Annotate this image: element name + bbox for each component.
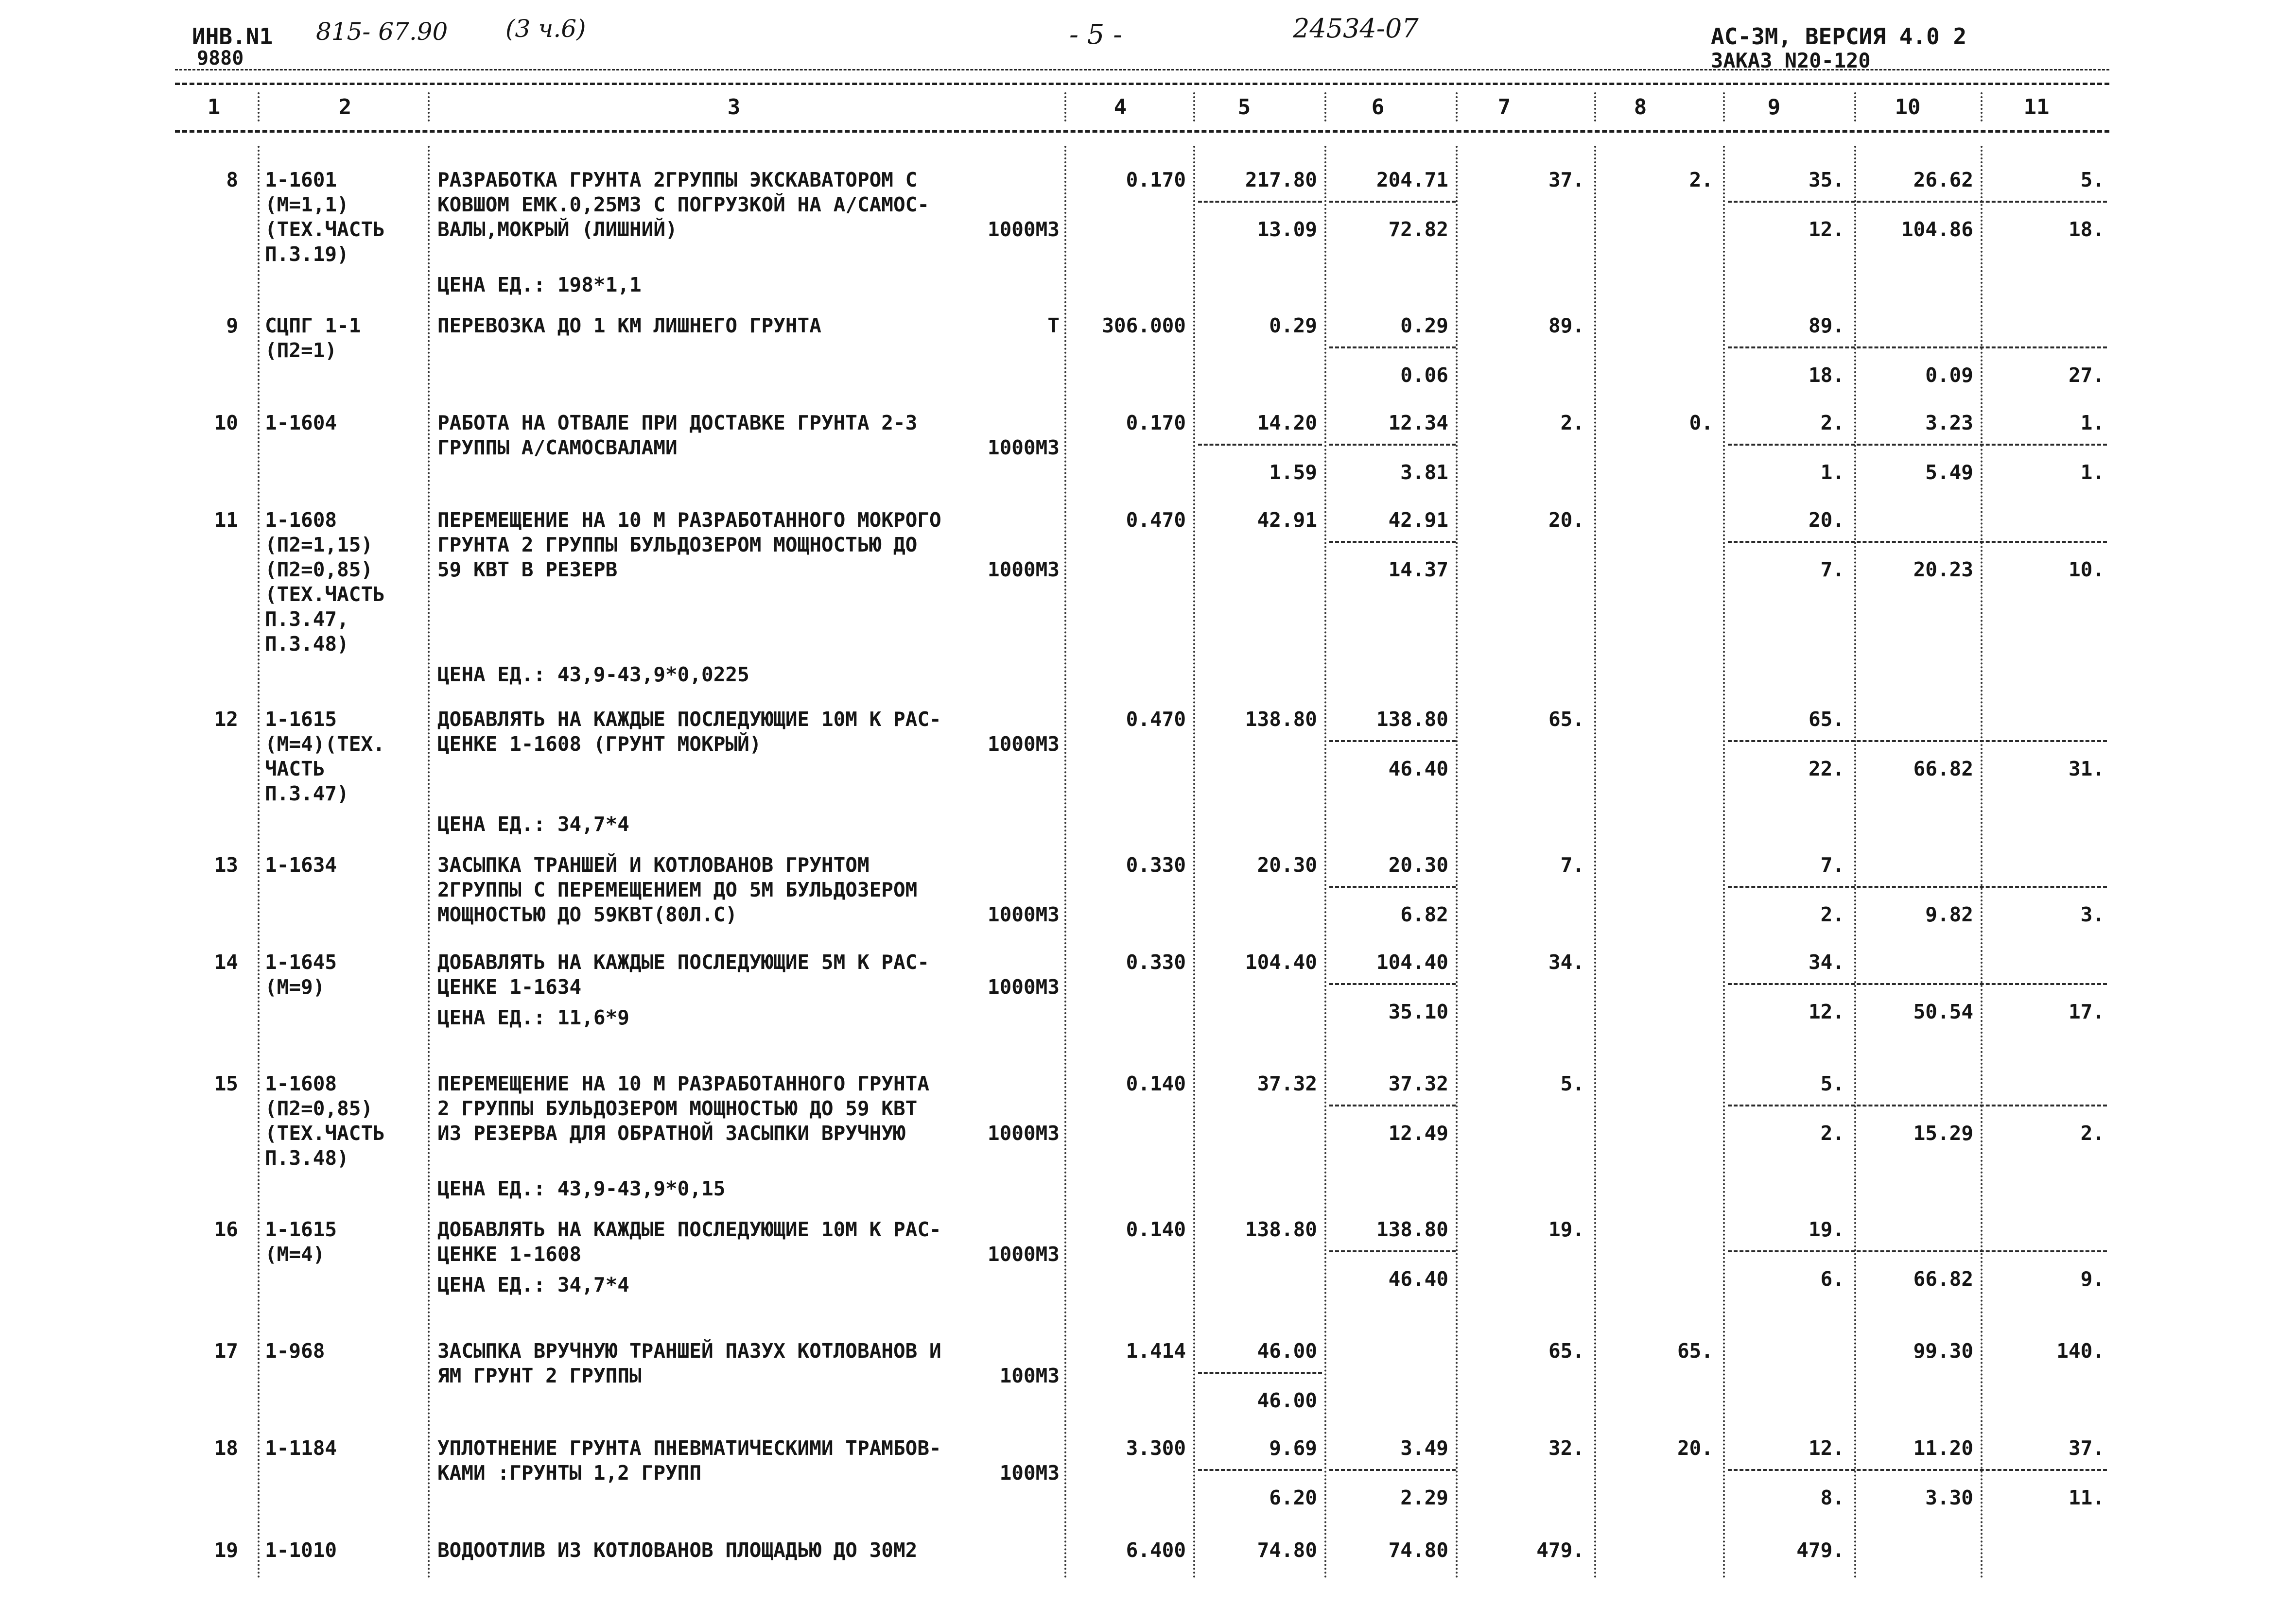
value-qty: 0.330 [1126,950,1186,974]
row-number: 12 [214,708,238,731]
value-c7: 5. [1560,1072,1584,1095]
column-number: 4 [1113,95,1127,120]
unit-of-measure: 100М3 [999,1461,1060,1485]
row-number: 10 [214,411,238,434]
value-c5b: 6.20 [1269,1486,1317,1509]
cell-divider [1198,444,1322,446]
value-c9: 479. [1796,1538,1844,1562]
value-c10b: 50.54 [1913,1000,1973,1023]
rate-code: 1-1615 [265,708,337,731]
row-number: 17 [214,1339,238,1363]
unit-price-note: ЦЕНА ЕД.: 34,7*4 [437,812,629,836]
column-number: 5 [1237,95,1251,120]
unit-price-note: ЦЕНА ЕД.: 43,9-43,9*0,15 [437,1177,726,1200]
work-description: ЦЕНКЕ 1-1608 [437,1243,582,1266]
value-c5: 217.80 [1245,168,1317,191]
value-c5b: 13.09 [1257,218,1317,241]
value-c9b: 8. [1820,1486,1844,1509]
value-c9: 34. [1808,950,1844,974]
unit-of-measure: 1000М3 [987,1122,1060,1145]
value-c9b: 18. [1808,363,1844,387]
cell-divider [1329,740,1456,742]
work-description: ПЕРЕМЕЩЕНИЕ НА 10 М РАЗРАБОТАННОГО ГРУНТА [437,1072,930,1095]
column-separator [1456,92,1458,121]
work-description: 2 ГРУППЫ БУЛЬДОЗЕРОМ МОЩНОСТЬЮ ДО 59 КВТ [437,1097,918,1120]
value-c10b: 66.82 [1913,1267,1973,1291]
value-c11: 1. [2080,411,2105,434]
header-rule-top [175,83,2109,85]
value-c10: 3.23 [1925,411,1973,434]
cell-divider [1728,444,2107,446]
value-c6: 138.80 [1376,1218,1448,1241]
value-c9b: 1. [1820,461,1844,484]
column-separator [1594,146,1596,1579]
value-c11b: 9. [2080,1267,2105,1291]
cell-divider [1329,444,1456,446]
column-separator [1456,146,1458,1579]
cell-divider [1329,1469,1456,1471]
value-c11: 5. [2080,168,2105,191]
work-description: РАЗРАБОТКА ГРУНТА 2ГРУППЫ ЭКСКАВАТОРОМ С [437,168,918,191]
rate-code: (ТЕХ.ЧАСТЬ [265,583,385,606]
value-c11b: 11. [2068,1486,2105,1509]
value-qty: 3.300 [1126,1436,1186,1460]
value-c9b: 7. [1820,558,1844,581]
work-description: ЦЕНКЕ 1-1608 (ГРУНТ МОКРЫЙ) [437,732,762,756]
cell-divider [1329,1250,1456,1252]
work-description: ВАЛЫ,МОКРЫЙ (ЛИШНИЙ) [437,218,678,241]
value-c5: 74.80 [1257,1538,1317,1562]
work-description: ДОБАВЛЯТЬ НА КАЖДЫЕ ПОСЛЕДУЮЩИЕ 10М К РАС- [437,708,941,731]
value-c9b: 2. [1820,903,1844,926]
value-c11b: 27. [2068,363,2105,387]
unit-of-measure: 1000М3 [987,558,1060,581]
column-separator [1981,92,1983,121]
document-part: (3 ч.6) [505,15,586,43]
cell-divider [1728,983,2107,985]
value-c10b: 0.09 [1925,363,1973,387]
rate-code: П.3.47, [265,607,349,631]
value-c5: 0.29 [1269,314,1317,337]
value-c9: 89. [1808,314,1844,337]
column-number: 6 [1371,95,1385,120]
column-separator [1854,92,1856,121]
column-separator [428,92,430,121]
column-number: 1 [207,95,221,120]
value-c6b: 72.82 [1388,218,1448,241]
value-c7: 34. [1548,950,1584,974]
value-c6: 37.32 [1388,1072,1448,1095]
rate-code: (М=1,1) [265,193,349,216]
column-number: 3 [727,95,741,120]
value-qty: 0.170 [1126,168,1186,191]
cell-divider [1728,1469,2107,1471]
column-separator [1193,92,1195,121]
column-number: 11 [2023,95,2050,120]
row-number: 13 [214,853,238,877]
value-c11b: 18. [2068,218,2105,241]
column-separator [1594,92,1596,121]
cell-divider [1329,541,1456,543]
value-c7: 37. [1548,168,1584,191]
value-c7: 65. [1548,1339,1584,1363]
handwritten-code: 24534-07 [1293,13,1419,44]
rate-code: 1-968 [265,1339,325,1363]
rate-code: (М=4)(ТЕХ. [265,732,385,756]
value-c9: 20. [1808,508,1844,532]
value-c6b: 6.82 [1400,903,1448,926]
rate-code: П.3.48) [265,1146,349,1170]
cell-divider [1728,1105,2107,1106]
value-c5: 46.00 [1257,1339,1317,1363]
value-c10b: 9.82 [1925,903,1973,926]
column-separator [428,146,430,1579]
value-c9: 12. [1808,1436,1844,1460]
column-separator [258,146,260,1579]
row-number: 18 [214,1436,238,1460]
rate-code: (М=4) [265,1243,325,1266]
program-version: АС-3М, ВЕРСИЯ 4.0 2 [1711,23,1967,50]
work-description: МОЩНОСТЬЮ ДО 59КВТ(80Л.С) [437,903,738,926]
value-c5: 14.20 [1257,411,1317,434]
rate-code: 1-1010 [265,1538,337,1562]
rate-code: 1-1615 [265,1218,337,1241]
cell-divider [1728,201,2107,203]
value-c6: 104.40 [1376,950,1448,974]
column-separator [258,92,260,121]
cell-divider [1728,346,2107,348]
column-separator [1981,146,1983,1579]
value-c9: 19. [1808,1218,1844,1241]
value-c9b: 6. [1820,1267,1844,1291]
work-description: ПЕРЕВОЗКА ДО 1 КМ ЛИШНЕГО ГРУНТА [437,314,821,337]
cell-divider [1329,886,1456,888]
value-c6: 12.34 [1388,411,1448,434]
value-c8: 20. [1677,1436,1713,1460]
value-c7: 32. [1548,1436,1584,1460]
value-qty: 0.470 [1126,508,1186,532]
value-c9b: 2. [1820,1122,1844,1145]
column-number: 2 [338,95,352,120]
work-description: ДОБАВЛЯТЬ НА КАЖДЫЕ ПОСЛЕДУЮЩИЕ 10М К РАС- [437,1218,941,1241]
rate-code: 1-1645 [265,950,337,974]
value-c11b: 1. [2080,461,2105,484]
rate-code: 1-1608 [265,508,337,532]
row-number: 15 [214,1072,238,1095]
rate-code: (П2=1) [265,339,337,362]
value-c9: 65. [1808,708,1844,731]
value-c9: 5. [1820,1072,1844,1095]
rate-code: П.3.47) [265,782,349,805]
column-number: 9 [1767,95,1781,120]
unit-of-measure: 1000М3 [987,732,1060,756]
cell-divider [1329,201,1456,203]
value-c11b: 31. [2068,757,2105,780]
value-c9b: 12. [1808,1000,1844,1023]
value-c6b: 12.49 [1388,1122,1448,1145]
value-c7: 65. [1548,708,1584,731]
value-c6: 0.29 [1400,314,1448,337]
rate-code: (ТЕХ.ЧАСТЬ [265,218,385,241]
cell-divider [1329,346,1456,348]
row-number: 19 [214,1538,238,1562]
rate-code: СЦПГ 1-1 [265,314,361,337]
value-c6: 20.30 [1388,853,1448,877]
value-c11: 140. [2056,1339,2105,1363]
document-code: 815- 67.90 [316,17,448,46]
value-c9b: 12. [1808,218,1844,241]
unit-of-measure: 1000М3 [987,436,1060,459]
work-description: ГРУНТА 2 ГРУППЫ БУЛЬДОЗЕРОМ МОЩНОСТЬЮ ДО [437,533,918,556]
work-description: ГРУППЫ А/САМОСВАЛАМИ [437,436,678,459]
value-c7: 19. [1548,1218,1584,1241]
value-c7: 2. [1560,411,1584,434]
rate-code: 1-1184 [265,1436,337,1460]
work-description: ЗАСЫПКА ТРАНШЕЙ И КОТЛОВАНОВ ГРУНТОМ [437,853,870,877]
value-c10b: 5.49 [1925,461,1973,484]
value-c7: 479. [1536,1538,1584,1562]
cell-divider [1198,201,1322,203]
value-c9: 2. [1820,411,1844,434]
value-c7: 89. [1548,314,1584,337]
rate-code: 1-1608 [265,1072,337,1095]
value-c6: 204.71 [1376,168,1448,191]
column-number: 7 [1497,95,1511,120]
column-separator [1324,92,1326,121]
value-c10b: 20.23 [1913,558,1973,581]
work-description: КОВШОМ ЕМК.0,25М3 С ПОГРУЗКОЙ НА А/САМОС- [437,193,930,216]
value-c5: 9.69 [1269,1436,1317,1460]
work-description: ИЗ РЕЗЕРВА ДЛЯ ОБРАТНОЙ ЗАСЫПКИ ВРУЧНУЮ [437,1122,905,1145]
work-description: ЦЕНКЕ 1-1634 [437,975,582,999]
value-c6b: 46.40 [1388,757,1448,780]
value-c5: 138.80 [1245,708,1317,731]
value-c10: 26.62 [1913,168,1973,191]
column-separator [1854,146,1856,1579]
row-number: 8 [226,168,238,191]
value-c5: 42.91 [1257,508,1317,532]
value-c8: 2. [1689,168,1713,191]
value-c5: 104.40 [1245,950,1317,974]
value-c10: 11.20 [1913,1436,1973,1460]
value-qty: 0.140 [1126,1072,1186,1095]
value-c10b: 66.82 [1913,757,1973,780]
work-description: КАМИ :ГРУНТЫ 1,2 ГРУПП [437,1461,702,1485]
value-qty: 306.000 [1102,314,1186,337]
cell-divider [1728,541,2107,543]
value-c11b: 2. [2080,1122,2105,1145]
value-c11b: 3. [2080,903,2105,926]
work-description: 2ГРУППЫ С ПЕРЕМЕЩЕНИЕМ ДО 5М БУЛЬДОЗЕРОМ [437,878,918,901]
value-c11: 37. [2068,1436,2105,1460]
rate-code: П.3.19) [265,242,349,266]
work-description: ПЕРЕМЕЩЕНИЕ НА 10 М РАЗРАБОТАННОГО МОКРОГО [437,508,941,532]
rate-code: (П2=0,85) [265,558,373,581]
value-c6: 42.91 [1388,508,1448,532]
rate-code: (М=9) [265,975,325,999]
value-c6b: 3.81 [1400,461,1448,484]
value-c6b: 35.10 [1388,1000,1448,1023]
column-number: 10 [1895,95,1921,120]
value-c9: 7. [1820,853,1844,877]
cell-divider [1198,1469,1322,1471]
row-number: 11 [214,508,238,532]
value-c6b: 46.40 [1388,1267,1448,1291]
unit-of-measure: 100М3 [999,1364,1060,1387]
rate-code: (ТЕХ.ЧАСТЬ [265,1122,385,1145]
value-qty: 6.400 [1126,1538,1186,1562]
cell-divider [1728,1250,2107,1252]
value-c11b: 17. [2068,1000,2105,1023]
value-c10b: 15.29 [1913,1122,1973,1145]
value-c7: 20. [1548,508,1584,532]
header-rule-thin [175,69,2109,70]
column-separator [1723,92,1725,121]
header-rule-bottom [175,130,2109,133]
work-description: ВОДООТЛИВ ИЗ КОТЛОВАНОВ ПЛОЩАДЬЮ ДО 30М2 [437,1538,918,1562]
row-number: 9 [226,314,238,337]
cell-divider [1728,740,2107,742]
value-c5b: 1.59 [1269,461,1317,484]
rate-code: (П2=1,15) [265,533,373,556]
value-qty: 0.330 [1126,853,1186,877]
cell-divider [1329,1105,1456,1106]
value-c6b: 14.37 [1388,558,1448,581]
rate-code: 1-1634 [265,853,337,877]
value-qty: 0.470 [1126,708,1186,731]
value-c5: 37.32 [1257,1072,1317,1095]
rate-code: (П2=0,85) [265,1097,373,1120]
value-c10b: 104.86 [1901,218,1973,241]
row-number: 14 [214,950,238,974]
unit-price-note: ЦЕНА ЕД.: 34,7*4 [437,1273,629,1296]
value-c6: 3.49 [1400,1436,1448,1460]
value-c9b: 22. [1808,757,1844,780]
row-number: 16 [214,1218,238,1241]
value-qty: 0.170 [1126,411,1186,434]
cell-divider [1728,886,2107,888]
unit-price-note: ЦЕНА ЕД.: 11,6*9 [437,1006,629,1029]
value-c6: 74.80 [1388,1538,1448,1562]
work-description: РАБОТА НА ОТВАЛЕ ПРИ ДОСТАВКЕ ГРУНТА 2-3 [437,411,918,434]
value-c8: 0. [1689,411,1713,434]
unit-of-measure: 1000М3 [987,218,1060,241]
rate-code: 1-1601 [265,168,337,191]
value-c8: 65. [1677,1339,1713,1363]
value-c9: 35. [1808,168,1844,191]
unit-price-note: ЦЕНА ЕД.: 43,9-43,9*0,0225 [437,663,749,686]
work-description: ЯМ ГРУНТ 2 ГРУППЫ [437,1364,642,1387]
value-c5b: 46.00 [1257,1389,1317,1412]
value-c7: 7. [1560,853,1584,877]
value-c11b: 10. [2068,558,2105,581]
inventory-label: ИНВ.N1 [192,23,273,50]
unit-of-measure: 1000М3 [987,1243,1060,1266]
value-c6b: 2.29 [1400,1486,1448,1509]
unit-of-measure: Т [1047,314,1060,337]
rate-code: ЧАСТЬ [265,757,325,780]
value-c10b: 3.30 [1925,1486,1973,1509]
unit-of-measure: 1000М3 [987,903,1060,926]
cell-divider [1329,983,1456,985]
value-c10: 99.30 [1913,1339,1973,1363]
column-number: 8 [1634,95,1647,120]
order-number: ЗАКАЗ N20-120 [1711,49,1871,72]
work-description: 59 КВТ В РЕЗЕРВ [437,558,618,581]
unit-price-note: ЦЕНА ЕД.: 198*1,1 [437,273,642,296]
rate-code: П.3.48) [265,632,349,656]
value-c6b: 0.06 [1400,363,1448,387]
value-c5: 20.30 [1257,853,1317,877]
cell-divider [1198,1372,1322,1374]
work-description: УПЛОТНЕНИЕ ГРУНТА ПНЕВМАТИЧЕСКИМИ ТРАМБОВ- [437,1436,941,1460]
page-number: - 5 - [1069,19,1123,51]
rate-code: 1-1604 [265,411,337,434]
unit-of-measure: 1000М3 [987,975,1060,999]
value-c5: 138.80 [1245,1218,1317,1241]
inventory-number: 9880 [197,47,244,69]
value-qty: 1.414 [1126,1339,1186,1363]
work-description: ЗАСЫПКА ВРУЧНУЮ ТРАНШЕЙ ПАЗУХ КОТЛОВАНОВ И [437,1339,941,1363]
work-description: ДОБАВЛЯТЬ НА КАЖДЫЕ ПОСЛЕДУЮЩИЕ 5М К РАС- [437,950,930,974]
value-qty: 0.140 [1126,1218,1186,1241]
value-c6: 138.80 [1376,708,1448,731]
column-separator [1064,92,1066,121]
